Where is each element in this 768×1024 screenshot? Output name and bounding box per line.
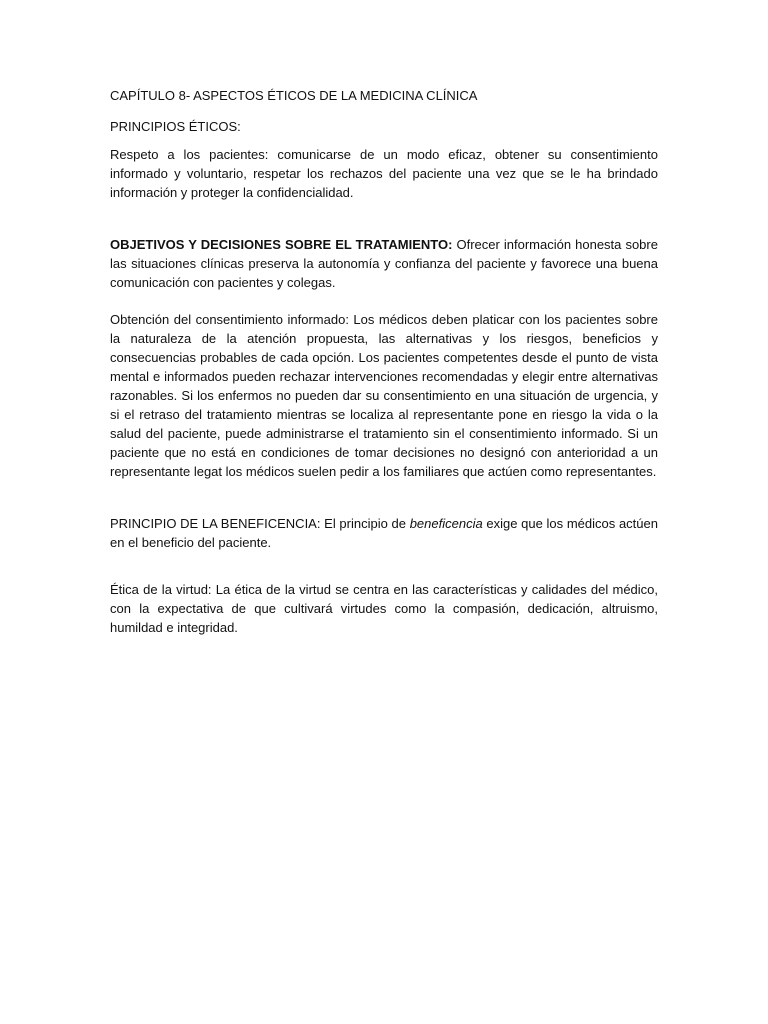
respeto-label: Respeto a los pacientes: (110, 147, 269, 162)
beneficencia-italic-term: beneficencia (409, 516, 483, 531)
chapter-title-text: CAPÍTULO 8- ASPECTOS ÉTICOS DE LA MEDICINA CLÍNICA (110, 88, 478, 103)
consentimiento-text: Obtención del consentimiento informado: Los médicos deben platicar con los pacientes sobre la naturaleza de la atención propuesta, las alternativas y los riesgos, beneficios y consecuencias probables de cada opción. Los pacientes competentes desde el punto de vista mental e informados pueden rechazar intervenciones recomendadas y elegir entre alternativas razonables. Si los enfermos no pueden dar su consentimiento en una situación de urgencia, y si el retraso del tratamiento mientras se localiza al representante pone en riesgo la vida o la salud del paciente, puede administrarse el tratamiento sin el consentimiento informado. Si un paciente que no está en condiciones de tomar decisiones no designó con anterioridad a un representante legat los médicos suelen pedir a los familiares que actúen como representantes. (110, 312, 658, 479)
beneficencia-prefix: PRINCIPIO DE LA BENEFICENCIA: El principio de (110, 516, 410, 531)
beneficencia-suffix: exige que los médicos actúen en el beneficio del paciente. (110, 516, 658, 550)
objetivos-label: OBJETIVOS Y DECISIONES SOBRE EL TRATAMIENTO: (110, 237, 453, 252)
objetivos-text: Ofrecer información honesta sobre las situaciones clínicas preserva la autonomía y confianza del paciente y favorece una buena comunicación con pacientes y colegas. (110, 237, 658, 290)
respeto-paragraph (110, 145, 658, 202)
document-body (110, 86, 658, 637)
chapter-title (110, 86, 658, 105)
consentimiento-paragraph (110, 310, 658, 481)
objetivos-paragraph (110, 235, 658, 292)
respeto-text: comunicarse de un modo eficaz, obtener su consentimiento informado y voluntario, respetar los rechazos del paciente una vez que se le ha brindado información y proteger la confidencialidad. (110, 147, 658, 200)
virtud-label: Ética de la virtud: (110, 582, 212, 597)
beneficencia-paragraph (110, 514, 658, 552)
virtud-paragraph (110, 580, 658, 637)
virtud-text: La ética de la virtud se centra en las características y calidades del médico, con la expectativa de que cultivará virtudes como la compasión, dedicación, altruismo, humildad e integridad. (110, 582, 659, 635)
principles-heading (110, 117, 658, 136)
principles-heading-text: PRINCIPIOS ÉTICOS: (110, 119, 241, 134)
